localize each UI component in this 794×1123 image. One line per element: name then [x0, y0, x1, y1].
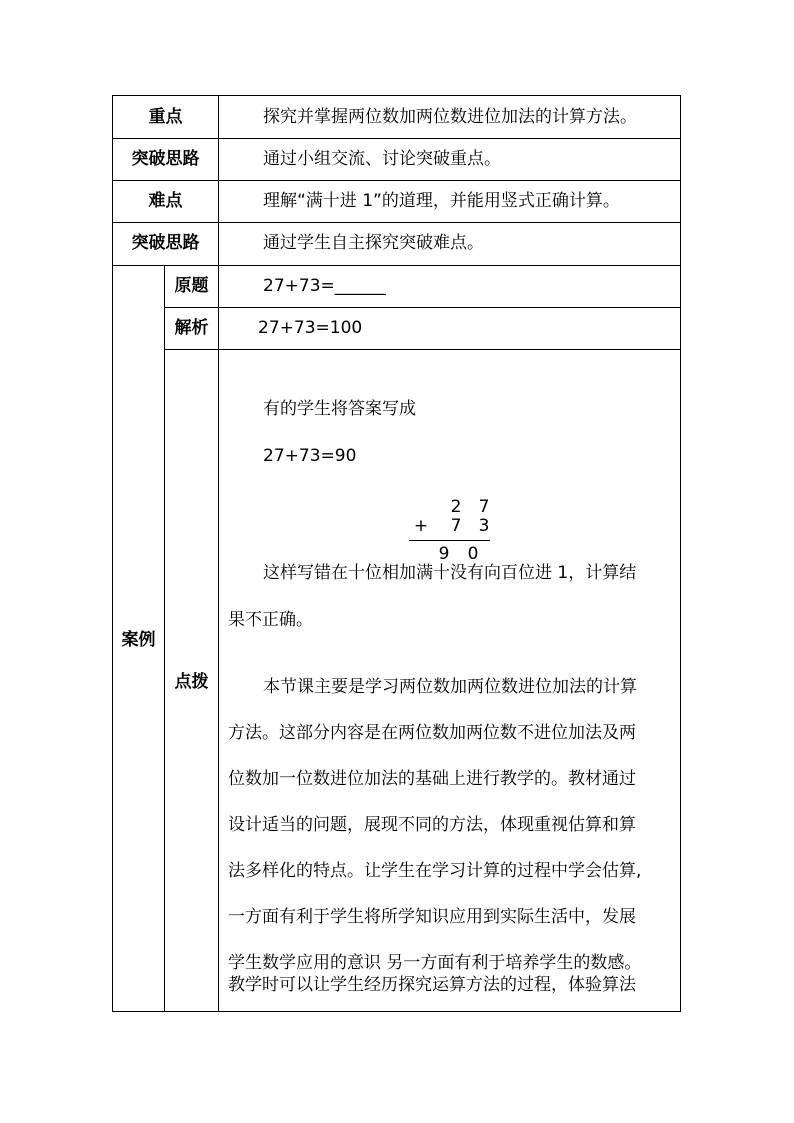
summary-line: 学生数学应用的意识 另一方面有利于培养学生的数感。 [228, 953, 642, 973]
breakthrough-label: 突破思路 [131, 233, 200, 253]
difficulty-content: 理解“满十进 1”的道理，并能用竖式正确计算。 [263, 191, 620, 211]
row-divider [164, 307, 681, 308]
vertical-calculation-rule [409, 540, 490, 541]
error-line: 果不正确。 [228, 610, 313, 630]
original-problem-content: 27+73=______ [263, 276, 386, 296]
digit: 3 [478, 516, 490, 536]
column-divider [218, 265, 219, 1012]
summary-line: 教学时可以让学生经历探究运算方法的过程，体验算法 [228, 975, 636, 995]
original-problem-label: 原题 [174, 276, 209, 296]
row-divider [112, 265, 681, 266]
breakthrough-label: 突破思路 [131, 149, 200, 169]
summary-line: 方法。这部分内容是在两位数加两位数不进位加法及两 [228, 723, 636, 743]
digit: 2 [450, 497, 462, 517]
breakthrough-content: 通过小组交流、讨论突破重点。 [263, 149, 501, 169]
tip-intro: 有的学生将答案写成 [263, 399, 416, 419]
analysis-label: 解析 [174, 318, 209, 338]
error-line: 这样写错在十位相加满十没有向百位进 1，计算结 [263, 563, 637, 583]
row-divider [164, 349, 681, 350]
summary-line: 设计适当的问题，展现不同的方法，体现重视估算和算 [228, 815, 636, 835]
plus-sign: + [413, 516, 429, 536]
digit: 7 [450, 516, 462, 536]
table-border-top [112, 95, 681, 96]
table-border-right [680, 95, 681, 1012]
analysis-content: 27+73=100 [258, 318, 363, 338]
breakthrough-content: 通过学生自主探究突破难点。 [263, 233, 484, 253]
difficulty-label: 难点 [148, 191, 183, 211]
tip-wrong-answer: 27+73=90 [263, 446, 357, 466]
case-label: 案例 [121, 630, 156, 650]
tip-label: 点拨 [174, 672, 209, 692]
summary-line: 一方面有利于学生将所学知识应用到实际生活中，发展 [228, 907, 636, 927]
summary-line: 法多样化的特点。让学生在学习计算的过程中学会估算, [228, 861, 642, 881]
row-divider [112, 138, 681, 139]
digit: 0 [467, 544, 479, 564]
digit: 9 [438, 544, 450, 564]
summary-line: 本节课主要是学习两位数加两位数进位加法的计算 [263, 677, 637, 697]
row-divider [112, 180, 681, 181]
summary-line: 位数加一位数进位加法的基础上进行教学的。教材通过 [228, 769, 636, 789]
row-divider [112, 222, 681, 223]
table-border-bottom [112, 1011, 681, 1012]
digit: 7 [478, 497, 490, 517]
key-point-label: 重点 [148, 107, 183, 127]
key-point-content: 探究并掌握两位数加两位数进位加法的计算方法。 [263, 107, 637, 127]
